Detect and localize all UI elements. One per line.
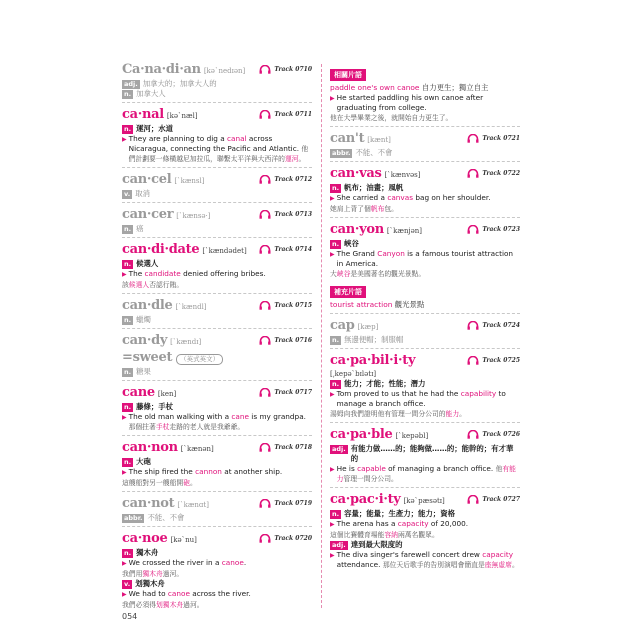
example-en: ▶ She carried a canvas bag on her shoulder. [330,193,491,202]
example-zh: 他們計劃要一條橫越尼加拉瓜，聯繫太平洋與大西洋的運河。 [128,145,309,163]
pos-tag: adj. [124,79,138,88]
definition: 能力；才能；性能；潛力 [344,379,426,388]
headphone-icon [467,495,479,504]
headword: can·non [122,440,178,455]
entry-canoe [122,531,312,613]
entry-cancer [122,207,312,238]
example-zh: 湯姆向我們證明他有管理一間分公司的能力。 [330,410,466,418]
example-zh: 該候選人否認行賄。 [122,281,184,289]
entry-canadian [122,62,312,103]
definition: 峽谷 [344,239,359,248]
entry-cancel [122,172,312,203]
track-label: Track 0720 [274,535,312,542]
headphone-icon [259,210,271,219]
pos-tag: n. [124,259,132,268]
entry-capacity [330,492,520,573]
pos-tag: n. [124,89,132,98]
example-zh: 我們用獨木舟過河。 [122,570,184,578]
pos-tag: v. [124,189,131,198]
example-en: ▶ The arena has a capacity of 20,000. [330,519,469,528]
track-label: Track 0711 [274,111,312,118]
example-zh: 這艘船對另一艘船開砲。 [122,479,197,487]
supplementary-phrase-tag: 補充片語 [330,286,366,298]
phonetic: [`kænsə·] [176,212,211,220]
example-en: ▶ The ship fired the cannon at another ship. [122,467,283,476]
entry-canyon [330,222,520,314]
headphone-icon [259,336,271,345]
pos-tag: n. [124,457,132,466]
pos-tag: n. [124,124,132,133]
audio-track[interactable] [259,110,312,119]
definition: 達到最大限度的 [350,540,403,549]
track-label: Track 0727 [482,496,520,503]
track-label: Track 0712 [274,176,312,183]
audio-track[interactable] [259,210,312,219]
supplementary-phrase: tourist attraction 觀光景點 [330,300,425,309]
example-en: ▶ He started paddling his own canoe after graduating from college. [330,93,484,112]
pos-tag: abbr. [332,148,351,157]
track-label: Track 0718 [274,444,312,451]
pos-tag: adj. [332,540,346,549]
right-column [330,62,520,577]
audio-track[interactable] [259,336,312,345]
headword: can·cer [122,207,174,222]
headword: can't [330,131,365,146]
track-label: Track 0726 [482,431,520,438]
track-label: Track 0724 [482,322,520,329]
headword: can·vas [330,166,382,181]
audio-track[interactable] [259,534,312,543]
pos-tag: n. [124,367,132,376]
phonetic: [͵kepə`bɪlətɪ] [330,370,377,378]
pos-tag: n. [332,509,340,518]
pos-tag: v. [124,579,131,588]
headphone-icon [467,225,479,234]
example-zh: 大峽谷是美國著名的觀光景點。 [330,270,426,278]
example-en: ▶ Tom proved to us that he had the capability to manage a branch office. [330,389,506,408]
column-divider [321,64,322,608]
variant-note: （英式英文） [176,354,223,365]
phonetic: [`kændl] [175,303,207,311]
arrow-icon: ▶ [122,469,127,476]
headphone-icon [467,169,479,178]
audio-track[interactable] [467,495,520,504]
definition: 容量；能量；生產力；能力；資格 [344,509,455,518]
entry-capable [330,427,520,488]
headword: can·dy [122,333,168,348]
example-zh: 那位天后歌手的告別演唱會簡直是座無虛席。 [382,561,519,569]
audio-track[interactable] [467,356,520,365]
track-label: Track 0713 [274,211,312,218]
definition: 獨木舟 [136,548,159,557]
headphone-icon [467,356,479,365]
definition: 癌 [136,224,144,233]
definition: 帆布；油畫；風帆 [344,183,404,192]
arrow-icon: ▶ [330,95,335,102]
headword: Ca·na·di·an [122,62,201,77]
definition: 不能、不會 [147,513,185,522]
phonetic: [`kændɪ] [170,338,202,346]
definition: 候選人 [136,259,159,268]
audio-track[interactable] [467,169,520,178]
phonetic: [`kænən] [180,445,214,453]
definition: 不能、不會 [355,148,393,157]
track-label: Track 0719 [274,500,312,507]
example-zh: 我們必須得划獨木舟過河。 [122,601,204,609]
arrow-icon: ▶ [330,195,335,202]
audio-track[interactable] [259,175,312,184]
entry-cane [122,385,312,436]
entry-cap [330,318,520,349]
example-en: ▶ The candidate denied offering bribes. [122,269,266,278]
entry-cannon [122,440,312,492]
page-number: 054 [122,612,138,621]
phonetic: [ken] [157,390,177,398]
entry-candy [122,333,312,381]
pos-tag: n. [124,315,132,324]
audio-track[interactable] [467,134,520,143]
audio-track[interactable] [467,225,520,234]
phonetic: [kə`næl] [166,112,198,120]
phonetic: [`kænjən] [386,227,423,235]
related-phrase-tag: 相關片語 [330,69,366,81]
headphone-icon [259,301,271,310]
definition: 藤條；手杖 [136,402,174,411]
arrow-icon: ▶ [330,552,335,559]
example-zh: 他在大學畢業之後，就開始自力更生了。 [330,114,453,122]
phonetic: [`kænvəs] [384,171,421,179]
headword: can·di·date [122,242,200,257]
pos-tag: n. [332,183,340,192]
arrow-icon: ▶ [122,591,127,598]
headword: ca·nal [122,107,164,122]
audio-track[interactable] [259,388,312,397]
phonetic: [`kænɑt] [177,501,209,509]
headphone-icon [259,443,271,452]
entry-cant [330,131,520,162]
audio-track[interactable] [467,321,520,330]
headword: can·not [122,496,175,511]
example-en: ▶ We had to canoe across the river. [122,589,251,598]
phonetic: [`kepəbl] [395,432,429,440]
pos-tag: abbr. [124,513,143,522]
definition: 運河；水道 [136,124,174,133]
track-label: Track 0721 [482,135,520,142]
entry-candidate [122,242,312,294]
audio-track[interactable] [259,499,312,508]
track-label: Track 0722 [482,170,520,177]
headword: ca·pac·i·ty [330,492,401,507]
entry-candle [122,298,312,329]
track-label: Track 0710 [274,66,312,73]
headword: ca·noe [122,531,168,546]
track-label: Track 0717 [274,389,312,396]
headword: cane [122,385,155,400]
entry-canal [122,107,312,168]
pos-tag: n. [124,224,132,233]
audio-track[interactable] [467,430,520,439]
headphone-icon [467,321,479,330]
audio-track[interactable] [259,443,312,452]
headword: can·dle [122,298,173,313]
audio-track[interactable] [259,245,312,254]
pos-tag: adj. [332,444,346,453]
pos-tag: n. [124,402,132,411]
track-label: Track 0723 [482,226,520,233]
pos-tag: n. [124,548,132,557]
example-zh: 她肩上背了個帆布包。 [330,205,398,213]
left-column [122,62,312,617]
arrow-icon: ▶ [122,414,127,421]
entry-cannot [122,496,312,527]
definition: 加拿大的；加拿大人的 [142,79,217,88]
definition: 加拿大人 [136,89,166,98]
related-phrase [330,62,520,127]
definition: 無邊便帽；制服帽 [344,335,404,344]
synonym-word: =sweet [122,350,173,365]
phonetic: [kə`nu] [170,536,197,544]
headphone-icon [259,175,271,184]
phrase-line: paddle one's own canoe 自力更生；獨立自主 [330,83,489,92]
example-en: ▶ He is capable of managing a branch office. 他有能力管理一間分公司。 [330,464,516,483]
headphone-icon [259,65,271,74]
example-en: ▶ The diva singer's farewell concert drew capacity attendance. 那位天后歌手的告別演唱會簡直是座無虛席。 [330,550,519,569]
example-en: ▶ They are planning to dig a canal across Nicaragua, connecting the Pacific and Atlantic. 他們計劃要一條橫越尼加拉瓜，聯繫太平洋與大西洋的運河。 [122,134,309,163]
headword: can·yon [330,222,384,237]
headword: ca·pa·ble [330,427,393,442]
headphone-icon [259,388,271,397]
definition: 蠟燭 [136,315,151,324]
arrow-icon: ▶ [330,251,335,258]
example-en: ▶ We crossed the river in a canoe. [122,558,247,567]
pos-tag: n. [332,335,340,344]
headword: can·cel [122,172,172,187]
arrow-icon: ▶ [330,391,335,398]
audio-track[interactable] [259,301,312,310]
definition: 划獨木舟 [135,579,165,588]
example-zh: 這個比賽體育場能容納兩萬名觀眾。 [330,531,439,539]
pos-tag: n. [332,379,340,388]
phonetic: [kænt] [367,136,391,144]
headphone-icon [467,430,479,439]
headword: ca·pa·bil·i·ty [330,353,416,368]
arrow-icon: ▶ [330,466,335,473]
definition: 取消 [135,189,150,198]
entry-canvas [330,166,520,218]
arrow-icon: ▶ [122,136,127,143]
phonetic: [kæp] [357,323,379,331]
pos-tag: n. [332,239,340,248]
headphone-icon [259,534,271,543]
definition: 大砲 [136,457,151,466]
track-label: Track 0714 [274,246,312,253]
example-en: ▶ The Grand Canyon is a famous tourist attraction in America. [330,249,514,268]
headphone-icon [259,245,271,254]
entry-capability [330,353,520,423]
headphone-icon [259,110,271,119]
headphone-icon [467,134,479,143]
arrow-icon: ▶ [122,271,127,278]
definition: 糖果 [136,367,151,376]
phonetic: [`kændədet] [202,247,247,255]
example-zh: 那個拄著手杖走路的老人就是我爺爺。 [128,423,245,431]
definition: 有能力做……的；能夠做……的；能幹的；有才華的 [350,444,514,463]
audio-track[interactable] [259,65,312,74]
phonetic: [kə`pæsətɪ] [403,497,445,505]
track-label: Track 0715 [274,302,312,309]
phonetic: [kə`nedɪən] [203,67,246,75]
arrow-icon: ▶ [330,521,335,528]
example-en: ▶ The old man walking with a cane is my grandpa. 那個拄著手杖走路的老人就是我爺爺。 [122,412,306,431]
headphone-icon [259,499,271,508]
arrow-icon: ▶ [122,560,127,567]
track-label: Track 0725 [482,357,520,364]
track-label: Track 0716 [274,337,312,344]
headword: cap [330,318,355,333]
example-zh: 他有能力管理一間分公司。 [336,465,516,483]
phonetic: [`kænsl] [174,177,205,185]
